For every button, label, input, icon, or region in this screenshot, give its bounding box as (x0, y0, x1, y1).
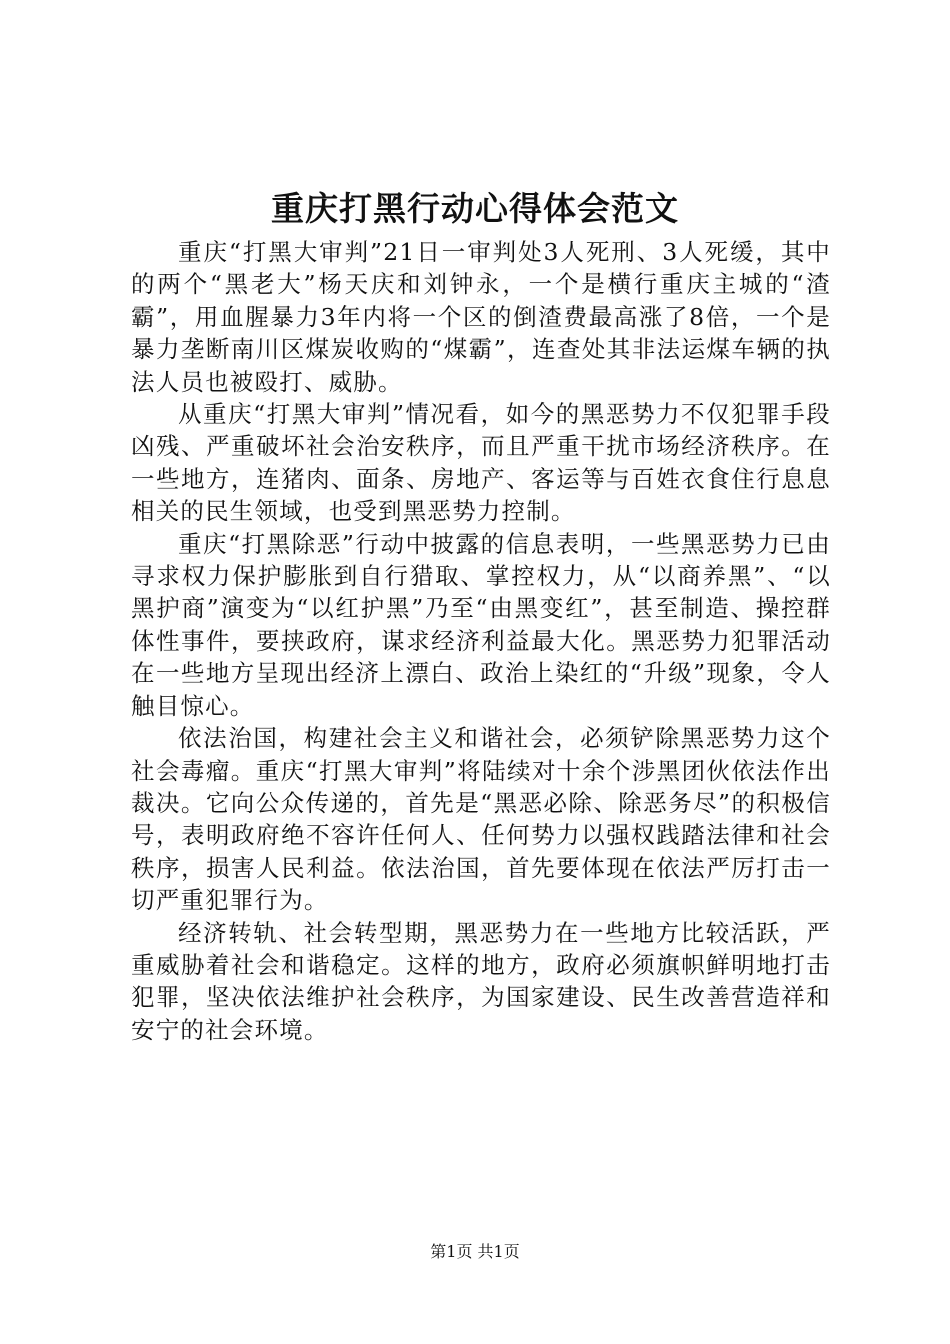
paragraph-2: 从重庆“打黑大审判”情况看，如今的黑恶势力不仅犯罪手段凶残、严重破坏社会治安秩序，而且严重干扰市场经济秩序。在一些地方，连猪肉、面条、房地产、客运等与百姓衣食住行息息相关的民生领域，也受到黑恶势力控制。 (131, 400, 831, 526)
paragraph-1: 重庆“打黑大审判”21日一审判处3人死刑、3人死缓，其中的两个“黑老大”杨天庆和刘钟永，一个是横行重庆主城的“渣霸”，用血腥暴力3年内将一个区的倒渣费最高涨了8倍，一个是暴力垄断南川区煤炭收购的“煤霸”，连查处其非法运煤车辆的执法人员也被殴打、威胁。 (131, 238, 831, 396)
page-number-footer: 第1页 共1页 (430, 1242, 520, 1261)
document-title: 重庆打黑行动心得体会范文 (271, 189, 679, 228)
paragraph-4: 依法治国，构建社会主义和谐社会，必须铲除黑恶势力这个社会毒瘤。重庆“打黑大审判”将陆续对十余个涉黑团伙依法作出裁决。它向公众传递的，首先是“黑恶必除、除恶务尽”的积极信号，表明政府绝不容许任何人、任何势力以强权践踏法律和社会秩序，损害人民利益。依法治国，首先要体现在依法严厉打击一切严重犯罪行为。 (131, 724, 831, 915)
paragraph-3: 重庆“打黑除恶”行动中披露的信息表明，一些黑恶势力已由寻求权力保护膨胀到自行猎取、掌控权力，从“以商养黑”、“以黑护商”演变为“以红护黑”乃至“由黑变红”，甚至制造、操控群体性事件，要挟政府，谋求经济利益最大化。黑恶势力犯罪活动在一些地方呈现出经济上漂白、政治上染红的“升级”现象，令人触目惊心。 (131, 529, 831, 720)
document-body (131, 236, 831, 1046)
paragraph-5: 经济转轨、社会转型期，黑恶势力在一些地方比较活跃，严重威胁着社会和谐稳定。这样的地方，政府必须旗帜鲜明地打击犯罪，坚决依法维护社会秩序，为国家建设、民生改善营造祥和安宁的社会环境。 (131, 918, 831, 1044)
